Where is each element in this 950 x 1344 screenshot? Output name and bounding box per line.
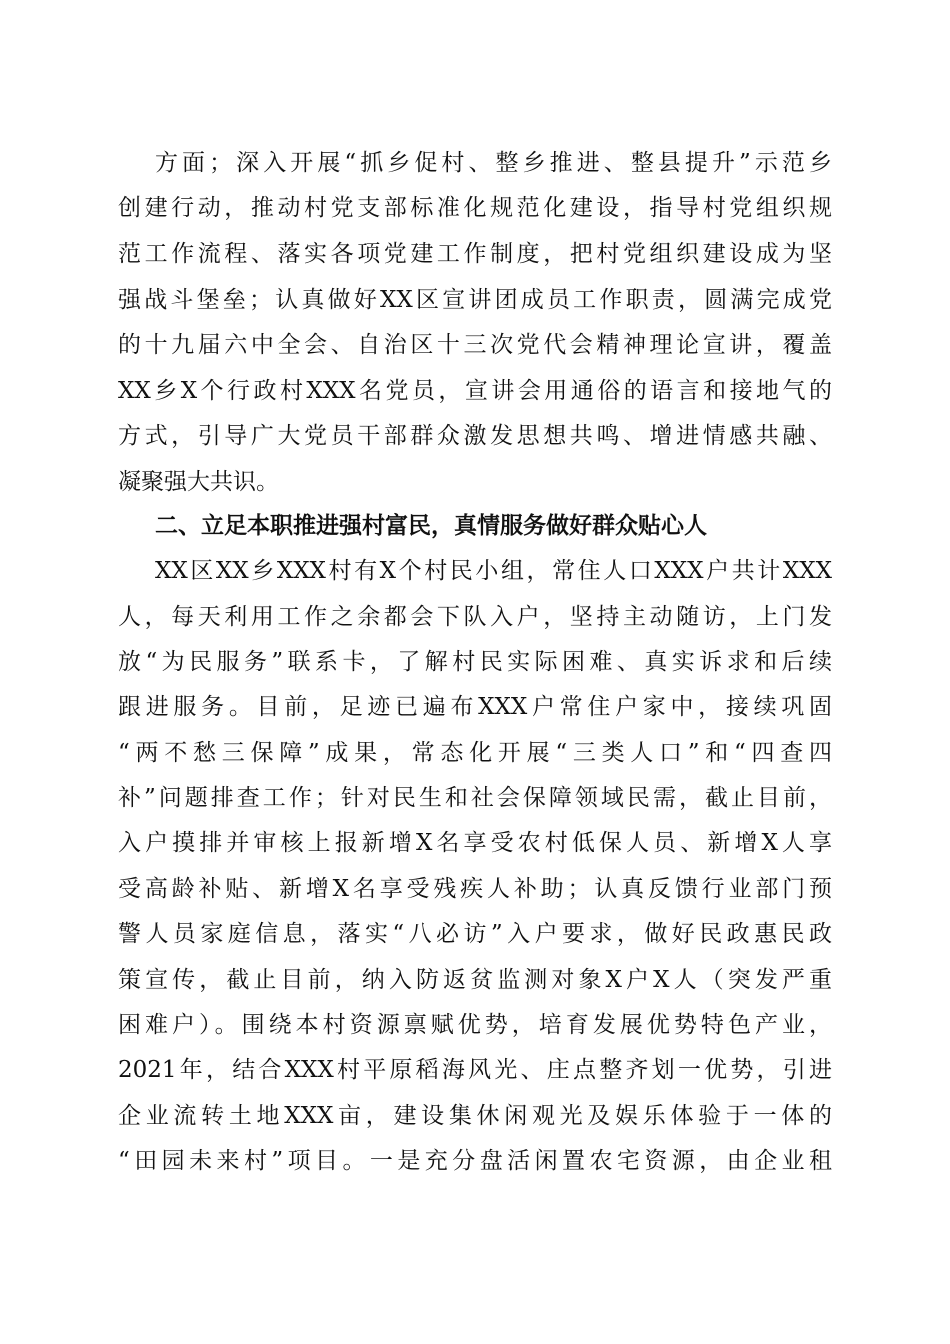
paragraph-line: 方式，引导广大党员干部群众激发思想共鸣、增进情感共融、 — [118, 423, 832, 449]
paragraph-line: 凝聚强大共识。 — [118, 469, 279, 495]
paragraph-line: 创建行动，推动村党支部标准化规范化建设，指导村党组织规 — [118, 195, 832, 221]
paragraph-line: 的十九届六中全会、自治区十三次党代会精神理论宣讲，覆盖 — [118, 332, 832, 358]
paragraph-line: 困难户）。围绕本村资源禀赋优势，培育发展优势特色产业， — [118, 1012, 832, 1038]
paragraph-line: 补”问题排查工作；针对民生和社会保障领域民需，截止目前， — [118, 785, 832, 811]
paragraph-line: 受高龄补贴、新增X名享受残疾人补助；认真反馈行业部门预 — [118, 876, 832, 902]
paragraph-line: 人，每天利用工作之余都会下队入户，坚持主动随访，上门发 — [118, 604, 832, 630]
paragraph-line: 企业流转土地XXX亩，建设集休闲观光及娱乐体验于一体的 — [118, 1103, 832, 1129]
paragraph-line: “田园未来村”项目。一是充分盘活闲置农宅资源，由企业租 — [118, 1148, 832, 1174]
paragraph-line: 范工作流程、落实各项党建工作制度，把村党组织建设成为坚 — [118, 241, 832, 267]
paragraph-line: XX乡X个行政村XXX名党员，宣讲会用通俗的语言和接地气的 — [118, 378, 832, 404]
section-heading: 二、立足本职推进强村富民，真情服务做好群众贴心人 — [155, 513, 707, 539]
paragraph-line: 强战斗堡垒；认真做好XX区宣讲团成员工作职责，圆满完成党 — [118, 287, 832, 313]
paragraph-line: XX区XX乡XXX村有X个村民小组，常住人口XXX户共计XXX — [155, 558, 832, 584]
paragraph-line: 策宣传，截止目前，纳入防返贫监测对象X户X人（突发严重 — [118, 967, 832, 993]
paragraph-line: 警人员家庭信息，落实“八必访”入户要求，做好民政惠民政 — [118, 921, 832, 947]
paragraph-line: 入户摸排并审核上报新增X名享受农村低保人员、新增X人享 — [118, 830, 832, 856]
paragraph-line: 2021年，结合XXX村平原稻海风光、庄点整齐划一优势，引进 — [118, 1057, 832, 1083]
paragraph-line: 跟进服务。目前，足迹已遍布XXX户常住户家中，接续巩固 — [118, 694, 832, 720]
paragraph-line: 放“为民服务”联系卡，了解村民实际困难、真实诉求和后续 — [118, 649, 832, 675]
paragraph-line: “两不愁三保障”成果，常态化开展“三类人口”和“四查四 — [118, 740, 832, 766]
paragraph-line: 方面；深入开展“抓乡促村、整乡推进、整县提升”示范乡 — [155, 150, 832, 176]
